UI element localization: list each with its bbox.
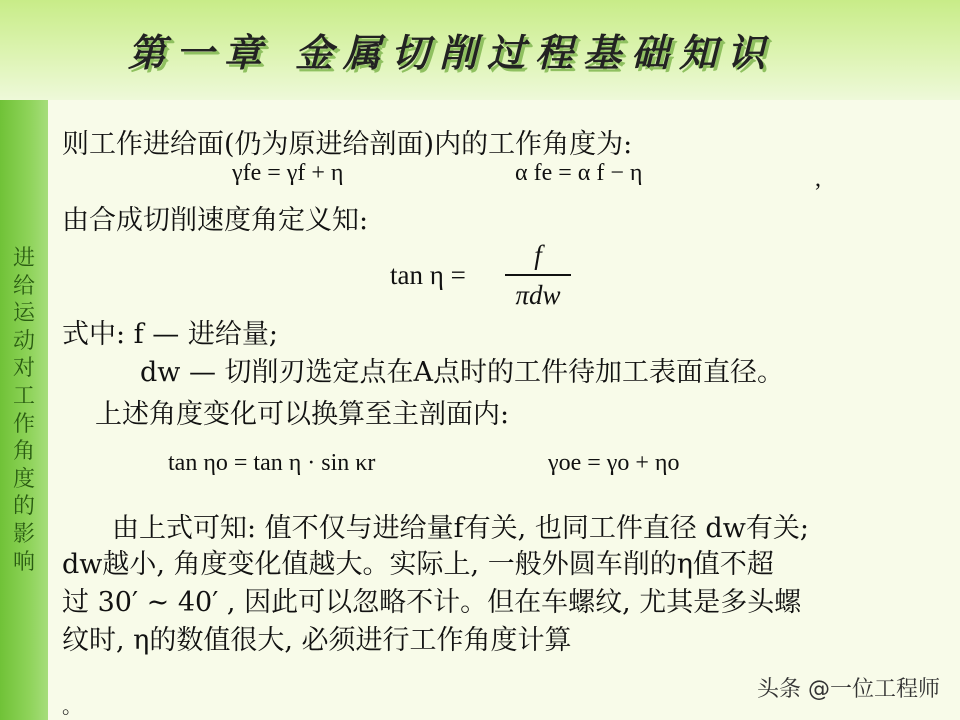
- fraction-bar: [505, 274, 571, 276]
- sidebar-char: 响: [12, 549, 35, 575]
- definition-line: 由合成切削速度角定义知:: [62, 205, 369, 236]
- conversion-line: 上述角度变化可以换算至主剖面内:: [95, 399, 510, 430]
- page-title: 第一章 金属切削过程基础知识: [127, 30, 775, 75]
- sidebar-char: 作: [12, 411, 35, 437]
- sidebar-char: 运: [12, 301, 35, 327]
- sidebar-char: 对: [12, 356, 35, 382]
- fraction-denominator: πdw: [515, 280, 561, 310]
- sidebar-char: 度: [12, 466, 35, 492]
- formula-gamma-oe: γoe = γo + ηo: [548, 450, 680, 476]
- end-dot: 。: [62, 694, 82, 718]
- formula-tan-eta-o: tan ηo = tan η · sin κr: [168, 450, 376, 476]
- intro-line: 则工作进给面(仍为原进给剖面)内的工作角度为:: [62, 129, 633, 160]
- paragraph-line-2: dw越小, 角度变化值越大。实际上, 一般外圆车削的η值不超: [62, 549, 774, 580]
- sidebar-char: 给: [12, 273, 35, 299]
- paragraph-line-1: 由上式可知: 值不仅与进给量f有关, 也同工件直径 dw有关;: [112, 513, 809, 544]
- fraction-numerator: f: [534, 240, 542, 270]
- watermark: 头条 @一位工程师: [757, 677, 940, 702]
- sidebar-label: [5, 245, 43, 576]
- tan-eta-fraction: [505, 238, 571, 312]
- where-line: 式中: f — 进给量;: [62, 319, 278, 350]
- paragraph-line-3: 过 30′ ~ 40′ , 因此可以忽略不计。但在车螺纹, 尤其是多头螺: [62, 587, 802, 618]
- sidebar-char: 影: [12, 521, 35, 547]
- sidebar-char: 动: [12, 328, 35, 354]
- comma: ,: [815, 166, 821, 192]
- sidebar-char: 角: [12, 439, 35, 465]
- sidebar: [0, 100, 48, 720]
- dw-definition-line: dw — 切削刃选定点在A点时的工件待加工表面直径。: [140, 357, 785, 388]
- sidebar-char: 进: [12, 246, 35, 271]
- formula-gamma-fe: γfe = γf + η: [232, 160, 344, 186]
- sidebar-char: 工: [12, 383, 35, 409]
- sidebar-char: 的: [12, 494, 35, 520]
- paragraph-line-4: 纹时, η的数值很大, 必须进行工作角度计算: [62, 625, 572, 656]
- formula-alpha-fe: α fe = α f − η: [515, 160, 643, 186]
- tan-eta-lhs: tan η =: [390, 260, 466, 290]
